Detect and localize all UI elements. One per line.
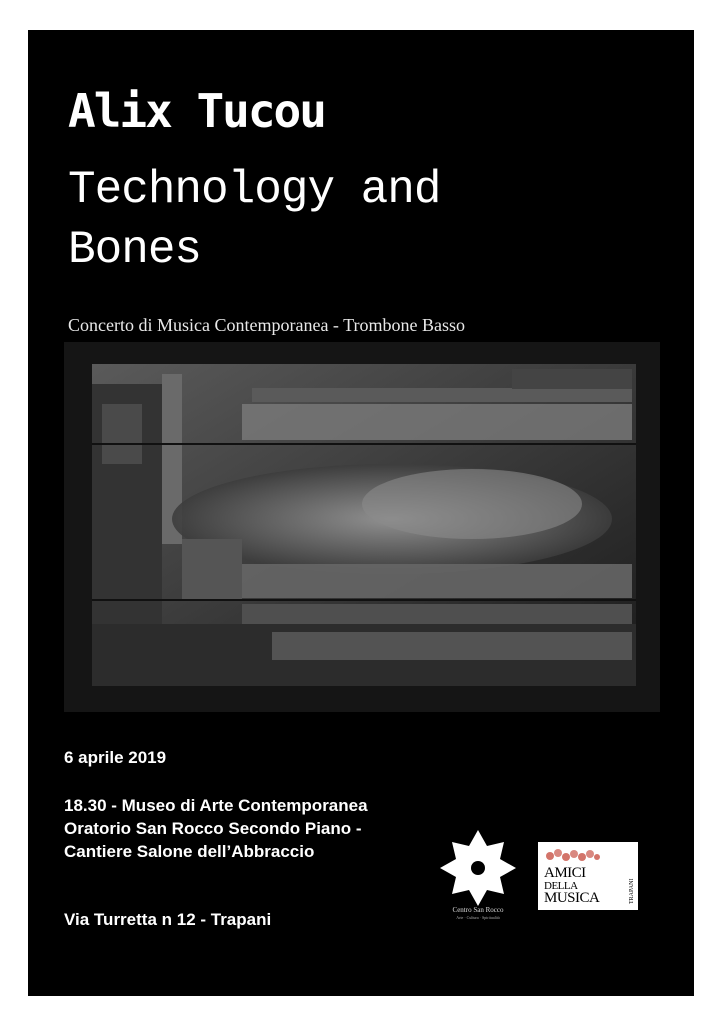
concert-subtitle: Concerto di Musica Contemporanea - Trombone Basso: [68, 315, 465, 335]
rocco-tagline: Arte · Cultura · Spiritualità: [456, 915, 500, 920]
artwork-image: [92, 364, 636, 686]
amici-line-2: DELLA: [544, 880, 578, 892]
amici-line-1: AMICI: [544, 865, 586, 881]
rocco-name: Centro San Rocco: [452, 906, 504, 914]
centro-san-rocco-logo: [438, 828, 518, 948]
event-time-venue: 18.30 - Museo di Arte Contemporanea Oratorio San Rocco Secondo Piano - Cantiere Salone dell’Abbraccio: [64, 796, 368, 861]
amici-line-3: MUSICA: [544, 890, 600, 906]
concert-title: Technology and Bones: [68, 164, 441, 276]
event-date: 6 aprile 2019: [64, 748, 167, 767]
amici-della-musica-logo: [538, 842, 638, 910]
event-address: Via Turretta n 12 - Trapani: [64, 910, 272, 929]
poster: [28, 30, 694, 996]
amici-side-text: TRAPANI: [629, 878, 635, 904]
flowers-icon: [544, 846, 602, 866]
centro-san-rocco-text: [428, 906, 528, 922]
artist-name: Alix Tucou: [68, 84, 325, 138]
